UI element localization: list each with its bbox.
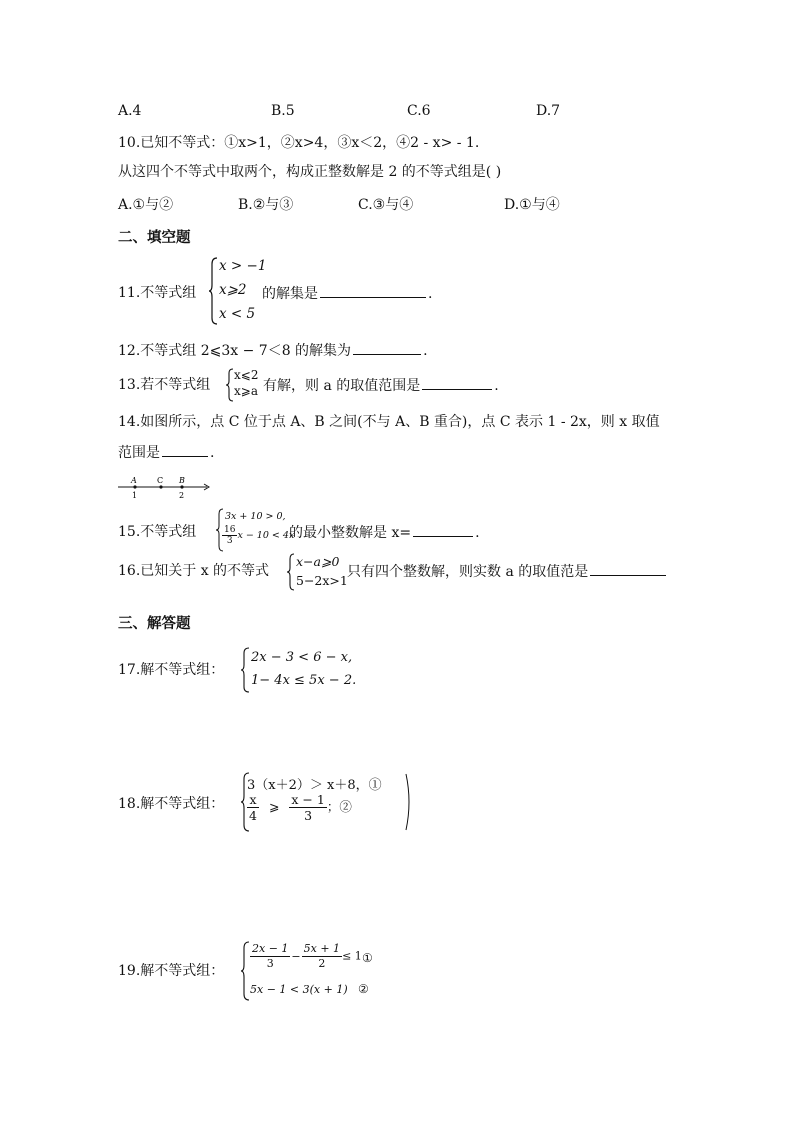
q19-system	[241, 941, 381, 1001]
q10-line1: 10.已知不等式：①x>1，②x>4，③x＜2，④2 - x> - 1.	[118, 135, 480, 151]
q17-eq2: 1− 4x ≤ 5x − 2.	[251, 673, 357, 688]
q9-option-a: A.4	[118, 103, 142, 119]
q11-eq1: x > −1	[219, 258, 267, 274]
q19-eq1: $\frac{2x - 1}{3}$ − $\frac{5x + 1}{2}$ ≤ 1	[252, 942, 362, 970]
q14-end: .	[210, 445, 215, 461]
q11-end: .	[428, 286, 433, 302]
q18-left-fraction: $\frac{x}{4}$	[249, 792, 257, 823]
q13-system	[226, 368, 266, 402]
q19-prefix: 19.解不等式组：	[118, 963, 225, 979]
q13-eq1: x⩽2	[234, 368, 259, 382]
left-brace-icon	[226, 368, 234, 402]
q14-line2: 范围是	[118, 445, 160, 461]
q12-end: .	[423, 343, 428, 359]
section-answer-title: 三、解答题	[118, 616, 191, 632]
q15-suffix-line	[289, 522, 480, 543]
q15-answer-blank[interactable]	[413, 522, 473, 537]
q13-suffix: 有解，则 a 的取值范围是	[263, 378, 421, 394]
q15-end: .	[475, 525, 480, 541]
q11-prefix: 11.不等式组	[118, 285, 197, 301]
label-a: A	[131, 476, 137, 485]
q13-eq2: x⩾a	[234, 384, 258, 398]
q14-number-line	[118, 474, 214, 500]
q12-answer-blank[interactable]	[353, 340, 421, 355]
q14-line2-wrap	[118, 442, 214, 463]
q16-suffix-line	[347, 561, 668, 582]
q13-answer-blank[interactable]	[422, 375, 492, 390]
q15-suffix: 的最小整数解是 x=	[289, 525, 412, 541]
q11-suffix-line	[262, 283, 432, 304]
right-paren-icon	[404, 772, 414, 832]
q13-prefix: 13.若不等式组	[118, 377, 211, 393]
q19-fraction-a: $\frac{2x - 1}{3}$	[252, 942, 289, 970]
point-a	[133, 485, 136, 488]
q19-mark2: ②	[358, 982, 369, 996]
q16-answer-blank[interactable]	[590, 561, 666, 576]
q9-option-b: B.5	[271, 103, 295, 119]
q16-eq2: 5−2x>1	[296, 573, 348, 588]
q19-fraction-b: $\frac{5x + 1}{2}$	[303, 942, 341, 970]
q10-option-d: D.①与④	[504, 197, 560, 213]
q18-eq1: 3（x＋2）＞ x＋8，①	[247, 778, 382, 793]
q12-line	[118, 340, 428, 361]
q15-prefix: 15.不等式组	[118, 524, 197, 540]
q10-option-a: A.①与②	[118, 197, 174, 213]
left-brace-icon	[287, 553, 295, 591]
q12-text: 12.不等式组 2⩽3x − 7＜8 的解集为	[118, 343, 352, 359]
q15-fraction: $\frac{16}{3}$	[224, 525, 236, 546]
q13-end: .	[494, 378, 499, 394]
q19-eq2: 5x − 1 < 3(x + 1)	[250, 983, 348, 996]
q10-option-b: B.②与③	[238, 197, 294, 213]
label-b: B	[179, 476, 185, 485]
q16-prefix: 16.已知关于 x 的不等式	[118, 563, 270, 579]
q18-right-fraction: $\frac{x - 1}{3}$	[291, 792, 325, 823]
q14-answer-blank[interactable]	[162, 442, 208, 457]
q11-suffix: 的解集是	[262, 286, 318, 302]
tick-2: 2	[179, 491, 185, 500]
q10-line2: 从这四个不等式中取两个，构成正整数解是 2 的不等式组是( )	[118, 164, 502, 180]
point-b	[180, 485, 183, 488]
q15-eq2: $\frac{16}{3}$ x − 10 < 4x	[224, 525, 295, 546]
section-fill-in-title: 二、填空题	[118, 230, 191, 246]
q18-prefix: 18.解不等式组：	[118, 796, 225, 812]
q15-eq1: 3x + 10 > 0,	[225, 511, 286, 522]
q14-line1: 14.如图所示，点 C 位于点 A、B 之间(不与 A、B 重合)，点 C 表示 1 - 2x，则 x 取值	[118, 414, 660, 430]
q11-system	[209, 256, 269, 326]
q17-eq1: 2x − 3 < 6 − x,	[251, 650, 353, 665]
q19-mark1: ①	[362, 951, 373, 965]
label-c: C	[157, 476, 164, 485]
q16-system	[287, 553, 351, 591]
left-brace-icon	[241, 647, 250, 693]
q11-answer-blank[interactable]	[320, 283, 426, 298]
q10-option-c: C.③与④	[358, 197, 414, 213]
tick-1: 1	[132, 491, 138, 500]
q11-eq2: x⩾2	[219, 282, 247, 298]
q16-suffix: 只有四个整数解，则实数 a 的取值范是	[347, 564, 589, 580]
q11-eq3: x < 5	[219, 306, 256, 322]
q18-eq2: $\frac{x}{4}$ ⩾ $\frac{x - 1}{3}$ ；②	[249, 792, 352, 823]
q9-option-d: D.7	[536, 103, 561, 119]
q9-option-c: C.6	[407, 103, 431, 119]
q15-system	[216, 508, 295, 552]
left-brace-icon	[209, 256, 219, 326]
left-brace-icon	[241, 941, 250, 1001]
q17-prefix: 17.解不等式组：	[118, 662, 225, 678]
q18-system	[241, 772, 416, 832]
point-c	[159, 485, 162, 488]
q16-eq1: x−a⩾0	[296, 554, 340, 569]
q17-system	[241, 647, 357, 693]
q13-suffix-line	[263, 375, 499, 396]
